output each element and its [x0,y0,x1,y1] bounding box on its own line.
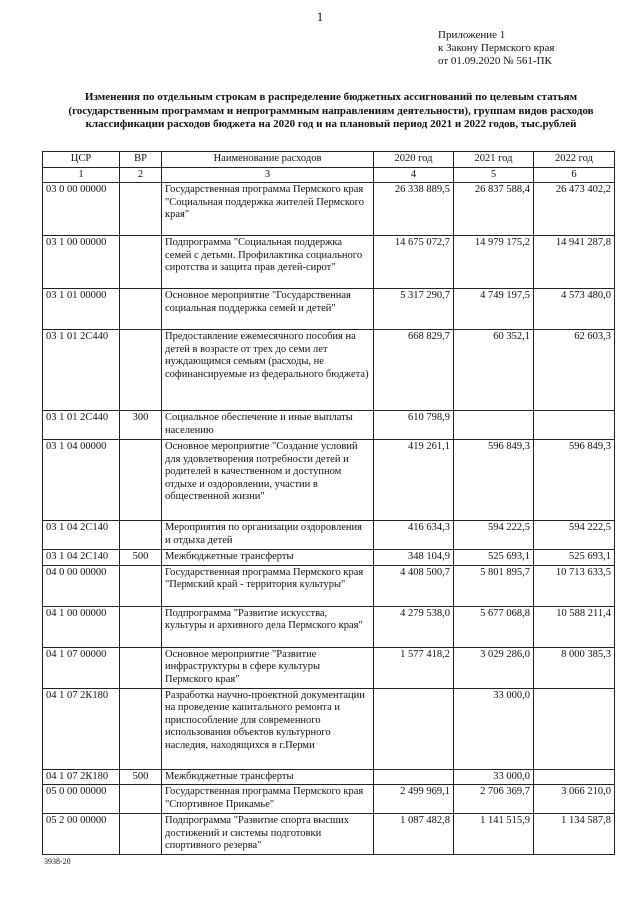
amount-2021-cell: 5 801 895,7 [454,565,534,606]
amount-2022-cell [534,688,615,769]
vr-cell [120,521,162,550]
table-row [43,647,615,688]
amount-2022-cell: 525 693,1 [534,550,615,566]
csr-cell: 03 1 01 2С440 [43,411,120,440]
table-row [43,550,615,566]
table-row [43,565,615,606]
appendix-line: к Закону Пермского края [438,42,555,54]
column-number: 1 [43,167,120,183]
amount-2020-cell: 1 577 418,2 [374,647,454,688]
name-cell: Межбюджетные трансферты [162,769,374,785]
amount-2022-cell: 10 588 211,4 [534,606,615,647]
table-row [43,521,615,550]
amount-2022-cell: 8 000 385,3 [534,647,615,688]
amount-2020-cell [374,688,454,769]
vr-cell: 500 [120,769,162,785]
vr-cell [120,289,162,330]
amount-2021-cell: 5 677 068,8 [454,606,534,647]
csr-cell: 05 0 00 00000 [43,785,120,814]
name-cell: Межбюджетные трансферты [162,550,374,566]
amount-2020-cell: 1 087 482,8 [374,814,454,855]
table-row [43,330,615,411]
amount-2021-cell: 3 029 286,0 [454,647,534,688]
amount-2020-cell: 610 798,9 [374,411,454,440]
amount-2022-cell [534,411,615,440]
table-header-row [43,152,615,168]
amount-2020-cell [374,769,454,785]
amount-2022-cell: 4 573 480,0 [534,289,615,330]
name-cell: Основное мероприятие "Государственная социальная поддержка семей и детей" [162,289,374,330]
table-row [43,411,615,440]
header-2021: 2021 год [454,152,534,168]
appendix-line: Приложение 1 [438,29,506,41]
amount-2020-cell: 5 317 290,7 [374,289,454,330]
amount-2021-cell: 525 693,1 [454,550,534,566]
page-number: 1 [316,9,324,24]
amount-2021-cell: 596 849,3 [454,440,534,521]
name-cell: Подпрограмма "Развитие спорта высших достижений и системы подготовки спортивного резерва" [162,814,374,855]
name-cell: Государственная программа Пермского края "Пермский край - территория культуры" [162,565,374,606]
vr-cell [120,785,162,814]
amount-2021-cell [454,411,534,440]
csr-cell: 04 1 07 2К180 [43,769,120,785]
name-cell: Подпрограмма "Развитие искусства, культуры и архивного дела Пермского края" [162,606,374,647]
vr-cell [120,647,162,688]
title-line: классификации расходов бюджета на 2020 год и на плановый период 2021 и 2022 годов, тыс.рублей [85,118,577,130]
document-title [40,91,622,132]
amount-2022-cell [534,769,615,785]
name-cell: Мероприятия по организации оздоровления и отдыха детей [162,521,374,550]
amount-2022-cell: 26 473 402,2 [534,183,615,236]
csr-cell: 03 1 01 00000 [43,289,120,330]
column-number: 4 [374,167,454,183]
name-cell: Основное мероприятие "Развитие инфраструктуры в сфере культуры Пермского края" [162,647,374,688]
amount-2020-cell: 416 634,3 [374,521,454,550]
amount-2020-cell: 4 408 500,7 [374,565,454,606]
amount-2022-cell: 3 066 210,0 [534,785,615,814]
amount-2022-cell: 594 222,5 [534,521,615,550]
name-cell: Предоставление ежемесячного пособия на детей в возрасте от трех до семи лет нуждающимся семьям (расходы, не софинансируемые из федерального бюджета) [162,330,374,411]
table-row [43,236,615,289]
amount-2020-cell: 2 499 969,1 [374,785,454,814]
table-column-number-row [43,167,615,183]
column-number: 2 [120,167,162,183]
name-cell: Разработка научно-проектной документации на проведение капитального ремонта и приспособление для современного использования объектов культурного наследия, находящихся в г.Перми [162,688,374,769]
name-cell: Основное мероприятие "Создание условий для удовлетворения потребности детей и родителей в качественном и доступном отдыхе и оздоровлении, участии в общественной жизни" [162,440,374,521]
column-number: 5 [454,167,534,183]
vr-cell: 500 [120,550,162,566]
header-name: Наименование расходов [162,152,374,168]
csr-cell: 03 1 00 00000 [43,236,120,289]
table-row [43,688,615,769]
csr-cell: 03 1 01 2С440 [43,330,120,411]
amount-2020-cell: 14 675 072,7 [374,236,454,289]
csr-cell: 03 0 00 00000 [43,183,120,236]
amount-2022-cell: 1 134 587,8 [534,814,615,855]
amount-2021-cell: 33 000,0 [454,769,534,785]
column-number: 3 [162,167,374,183]
document-code: 3938-20 [44,857,71,866]
amount-2021-cell: 33 000,0 [454,688,534,769]
amount-2020-cell: 26 338 889,5 [374,183,454,236]
vr-cell [120,688,162,769]
appendix-reference [438,29,554,68]
header-2020: 2020 год [374,152,454,168]
table-row [43,440,615,521]
amount-2022-cell: 14 941 287,8 [534,236,615,289]
vr-cell [120,236,162,289]
header-vr: ВР [120,152,162,168]
csr-cell: 03 1 04 00000 [43,440,120,521]
budget-table [42,151,615,855]
amount-2021-cell: 26 837 588,4 [454,183,534,236]
amount-2021-cell: 1 141 515,9 [454,814,534,855]
amount-2020-cell: 668 829,7 [374,330,454,411]
vr-cell [120,183,162,236]
amount-2020-cell: 419 261,1 [374,440,454,521]
vr-cell [120,814,162,855]
table-row [43,289,615,330]
vr-cell [120,606,162,647]
column-number: 6 [534,167,615,183]
amount-2020-cell: 4 279 538,0 [374,606,454,647]
amount-2020-cell: 348 104,9 [374,550,454,566]
vr-cell [120,330,162,411]
amount-2022-cell: 10 713 633,5 [534,565,615,606]
amount-2021-cell: 60 352,1 [454,330,534,411]
csr-cell: 04 1 07 2К180 [43,688,120,769]
header-2022: 2022 год [534,152,615,168]
title-line: Изменения по отдельным строкам в распределение бюджетных ассигнований по целевым статьям [84,91,578,103]
name-cell: Подпрограмма "Социальная поддержка семей с детьми. Профилактика социального сиротства и защита прав детей-сирот" [162,236,374,289]
table-row [43,785,615,814]
header-csr: ЦСР [43,152,120,168]
table-row [43,814,615,855]
amount-2021-cell: 14 979 175,2 [454,236,534,289]
amount-2021-cell: 2 706 369,7 [454,785,534,814]
name-cell: Социальное обеспечение и иные выплаты населению [162,411,374,440]
table-row [43,769,615,785]
csr-cell: 04 0 00 00000 [43,565,120,606]
csr-cell: 04 1 00 00000 [43,606,120,647]
csr-cell: 03 1 04 2С140 [43,521,120,550]
title-line: (государственным программам и непрограммным направлениям деятельности), группам видов расходов [68,104,594,117]
table-row [43,606,615,647]
vr-cell: 300 [120,411,162,440]
csr-cell: 03 1 04 2С140 [43,550,120,566]
table-row [43,183,615,236]
name-cell: Государственная программа Пермского края "Спортивное Прикамье" [162,785,374,814]
amount-2021-cell: 594 222,5 [454,521,534,550]
vr-cell [120,440,162,521]
csr-cell: 05 2 00 00000 [43,814,120,855]
appendix-line: от 01.09.2020 № 561-ПК [438,55,552,67]
amount-2021-cell: 4 749 197,5 [454,289,534,330]
csr-cell: 04 1 07 00000 [43,647,120,688]
amount-2022-cell: 596 849,3 [534,440,615,521]
vr-cell [120,565,162,606]
amount-2022-cell: 62 603,3 [534,330,615,411]
name-cell: Государственная программа Пермского края "Социальная поддержка жителей Пермского края" [162,183,374,236]
